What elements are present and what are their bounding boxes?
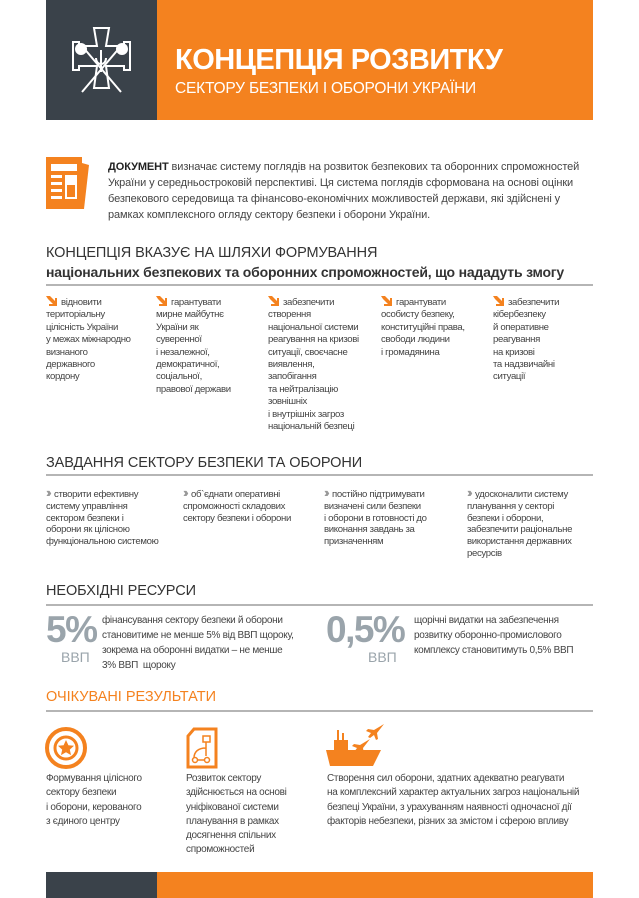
concept-item-first: відновити	[61, 297, 102, 308]
concept-item-first: гарантувати	[171, 297, 221, 308]
concept-item-first: гарантувати	[396, 297, 446, 308]
task-item	[324, 487, 427, 548]
results-heading: ОЧІКУВАНІ РЕЗУЛЬТАТИ	[46, 689, 216, 705]
resource-unit: ВВП	[61, 649, 90, 665]
header-emblem-panel	[46, 0, 157, 120]
concept-item-first: забезпечити	[508, 297, 560, 308]
double-chevron-icon: ››	[467, 485, 470, 500]
page-title: КОНЦЕПЦІЯ РОЗВИТКУ	[175, 44, 503, 76]
task-item-first: об`єднати оперативні	[191, 489, 280, 500]
divider	[46, 284, 593, 286]
concept-subheading: національних безпекових та оборонних спроможностей, що нададуть змогу	[46, 264, 565, 280]
orange-arrow-icon	[381, 296, 392, 306]
result-text: Створення сил оборони, здатних адекватно реагувати на комплексний характер актуальних загроз національній безпеці України, з урахуванням наявності одночасної дії факторів небезпеки, різних за змістом і сферою впливу	[327, 773, 580, 827]
resource-value: 0,5%	[326, 609, 405, 650]
concept-item-rest: мирне майбутнє України як суверенної і незалежної, демократичної, соціальної, правової держави	[156, 309, 231, 395]
intro-paragraph	[108, 159, 598, 223]
task-item-first: постійно підтримувати	[332, 489, 425, 500]
newspaper-icon	[46, 157, 90, 211]
task-item-rest: визначені сили безпеки і оборони в готовності до виконання завдань за призначенням	[324, 500, 427, 548]
task-item-first: створити ефективну	[54, 489, 139, 500]
task-item-rest: спроможності складових сектору безпеки і оборони	[183, 500, 291, 524]
intro-text: визначає систему поглядів на розвиток безпекових та оборонних спроможностей України у середньостроковій перспективі. Ця система поглядів сформована на основі оцінки безпекового середовища та фінансово-економічних можливостей держави, які здійснені у рамках комплексного огляду сектору безпеки і оборони України.	[108, 161, 580, 221]
task-item	[467, 487, 572, 560]
double-chevron-icon: ››	[183, 485, 186, 500]
resource-unit: ВВП	[368, 649, 397, 665]
concept-heading: КОНЦЕПЦІЯ ВКАЗУЄ НА ШЛЯХИ ФОРМУВАННЯ	[46, 245, 378, 261]
orange-arrow-icon	[46, 296, 57, 306]
task-item-rest: систему управління сектором безпеки і оборони як цілісною функціональною системою	[46, 500, 159, 548]
double-chevron-icon: ››	[46, 485, 49, 500]
divider	[46, 604, 593, 606]
footer-dark-band	[46, 872, 157, 898]
concept-item-first: забезпечити	[283, 297, 335, 308]
concept-item	[156, 296, 231, 396]
planning-document-icon	[186, 727, 218, 769]
armed-forces-emblem-icon	[46, 0, 157, 120]
result-text: Формування цілісного сектору безпеки і оборони, керованого з єдиного центру	[46, 773, 142, 827]
divider	[46, 474, 593, 476]
task-item	[46, 487, 158, 548]
concept-item	[381, 296, 465, 359]
concept-item	[46, 296, 131, 384]
page-subtitle: СЕКТОРУ БЕЗПЕКИ І ОБОРОНИ УКРАЇНИ	[175, 80, 477, 97]
footer-orange-band	[157, 872, 593, 898]
resource-text: фінансування сектору безпеки й оборони становитиме не менше 5% від ВВП щороку, зокрема на оборонні видатки – не менше 3% ВВП щороку	[102, 615, 294, 671]
resource-text: щорічні видатки на забезпечення розвитку оборонно-промислового комплексу становитимуть 0,5% ВВП	[414, 615, 574, 656]
resources-heading: НЕОБХІДНІ РЕСУРСИ	[46, 583, 196, 599]
concept-item-rest: територіальну цілісність України у межах міжнародно визнаного державного кордону	[46, 309, 131, 383]
concept-item-rest: створення національної системи реагування на кризові ситуації, своєчасне виявлення, запобігання та нейтралізацію зовнішніх і внутрішніх загроз національній безпеці	[268, 309, 359, 433]
orange-arrow-icon	[493, 296, 504, 306]
orange-arrow-icon	[268, 296, 279, 306]
intro-lead: ДОКУМЕНТ	[108, 161, 169, 173]
orange-arrow-icon	[156, 296, 167, 306]
resource-value: 5%	[46, 609, 97, 650]
concept-item	[268, 296, 359, 433]
task-item-rest: планування у секторі безпеки і оборони, забезпечити раціональне використання державних ресурсів	[467, 500, 573, 559]
task-item	[183, 487, 291, 524]
double-chevron-icon: ››	[324, 485, 327, 500]
concept-item-rest: особисту безпеку, конституційні права, свободи людини і громадянина	[381, 309, 465, 358]
divider	[46, 710, 593, 712]
concept-item-rest: кібербезпеку й оперативне реагування на кризові та надзвичайні ситуації	[493, 309, 555, 383]
task-item-first: удосконалити систему	[475, 489, 568, 500]
result-text: Розвиток сектору здійснюється на основі уніфікованої системи планування в рамках досягнення спільних спроможностей	[186, 773, 287, 856]
star-shield-icon	[45, 727, 87, 769]
ship-and-jets-icon	[326, 720, 388, 770]
tasks-heading: ЗАВДАННЯ СЕКТОРУ БЕЗПЕКИ ТА ОБОРОНИ	[46, 455, 363, 471]
concept-item	[493, 296, 559, 384]
